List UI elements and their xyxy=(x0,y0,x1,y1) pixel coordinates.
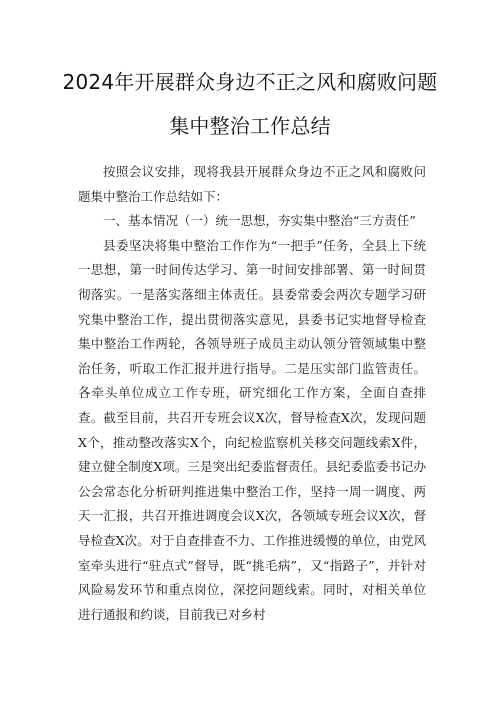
intro-paragraph: 按照会议安排，现将我县开展群众身边不正之风和腐败问题集中整治工作总结如下： xyxy=(78,164,426,204)
section-body-paragraph: 县委坚决将集中整治工作作为“一把手”任务，全县上下统一思想，第一时间传达学习、第一时间安排部署、第一时间贯彻落实。一是落实落细主体责任。县委常委会两次专题学习研究集中整治工作，提出贯彻落实意见，县委书记实地督导检查集中整治工作两轮，各领导班子成员主动认领分管领域集中整治任务，听取工作汇报并进行指导。二是压实部门监管责任。各牵头单位成立工作专班，研究细化工作方案，全面自查排查。截至目前，共召开专班会议X次，督导检查X次，发现问题X个，推动整改落实X个，向纪检监察机关移交问题线索X件，建立健全制度X项。三是突出纪委监督责任。县纪委监委书记办公会常态化分析研判推进集中整治工作，坚持一周一调度、两天一汇报，共召开推进调度会议X次，各领域专班会议X次，督导检查X次。对于自查排查不力、工作推进缓慢的单位，由党风室牵头进行“驻点式”督导，既“挑毛病”，又“指路子”，并针对风险易发环节和重点岗位，深挖问题线索。同时，对相关单位进行通报和约谈，目前我已对乡村 xyxy=(78,237,426,622)
document-title-line-1: 2024年开展群众身边不正之风和腐败问题 xyxy=(62,70,438,94)
document-title-line-2: 集中整治工作总结 xyxy=(169,114,331,138)
document-body xyxy=(78,160,426,627)
section-heading: 一、基本情况（一）统一思想，夯实集中整治“三方责任” xyxy=(103,213,416,229)
